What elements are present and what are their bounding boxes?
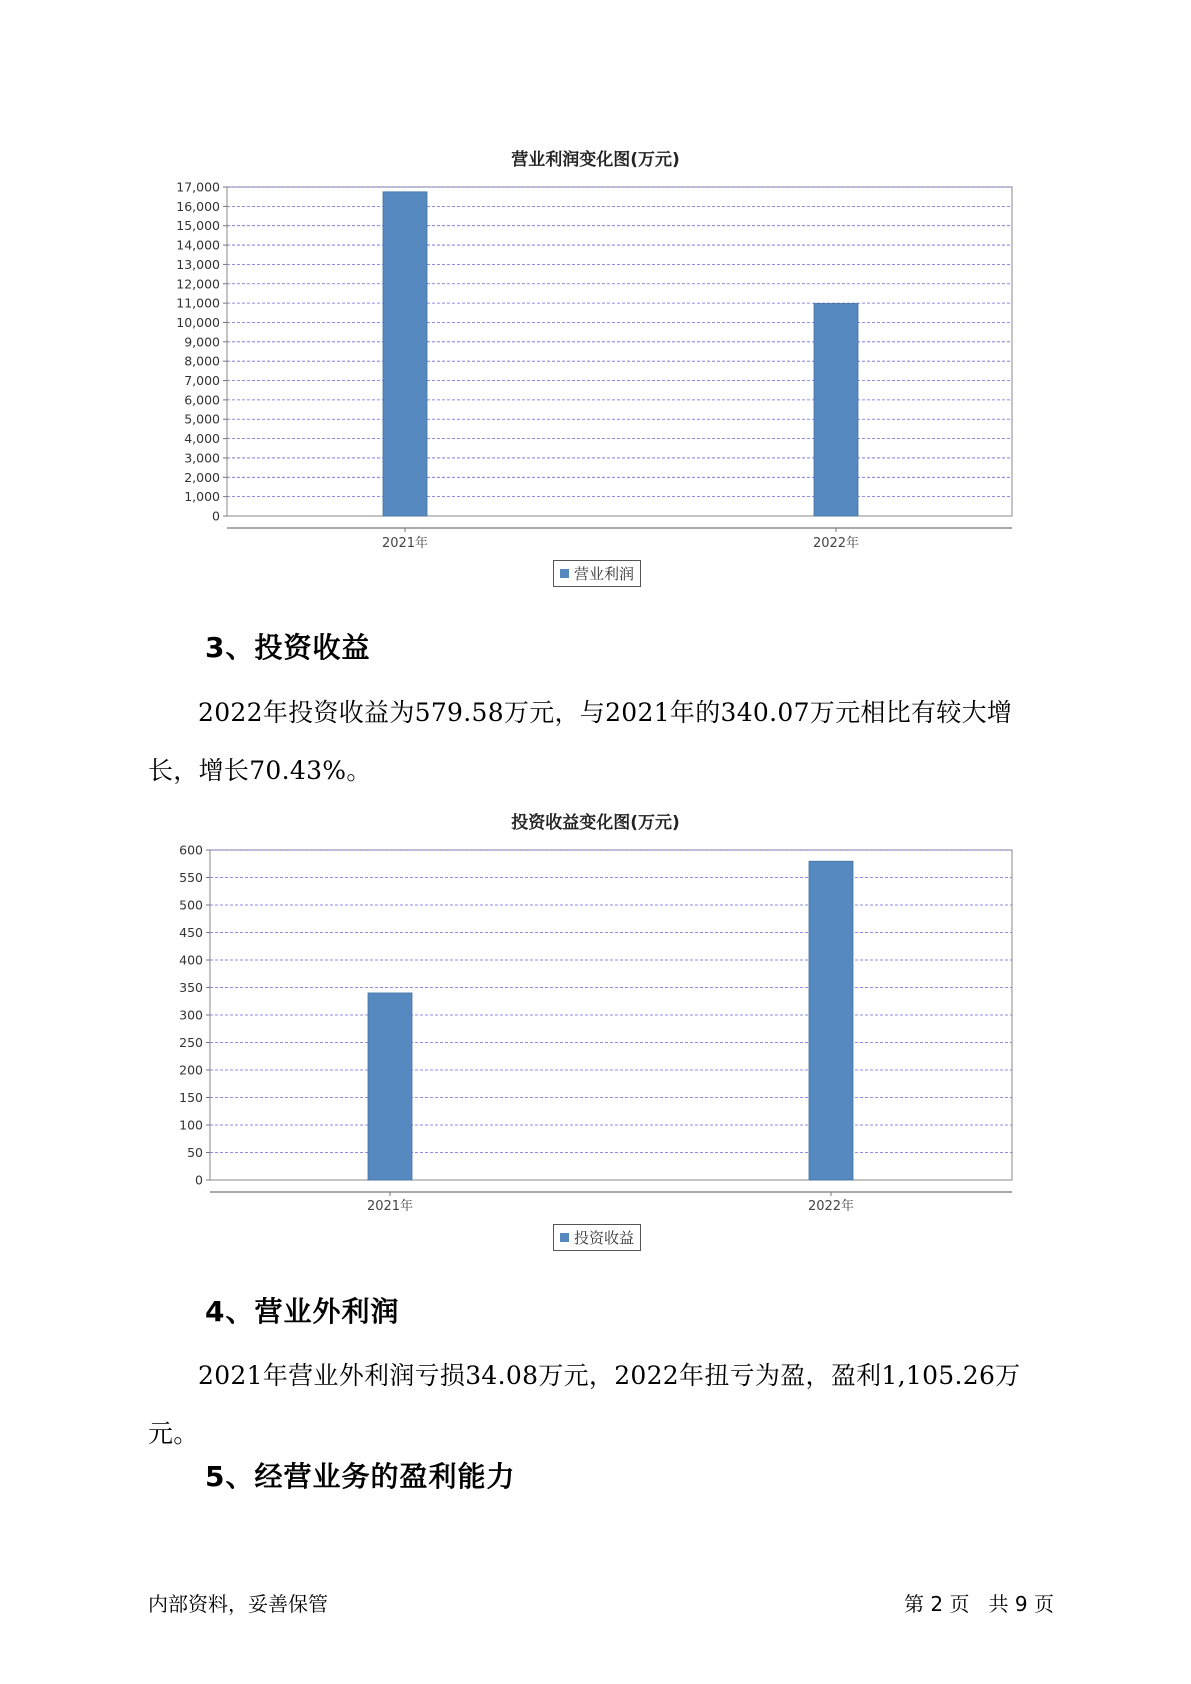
y-tick-label: 8,000 <box>184 353 220 369</box>
y-tick-label: 17,000 <box>176 179 220 195</box>
y-tick-label: 7,000 <box>184 373 220 389</box>
y-tick-label: 350 <box>179 980 203 995</box>
y-tick-label: 600 <box>179 842 203 858</box>
y-tick-label: 200 <box>179 1062 203 1078</box>
bar <box>809 861 853 1180</box>
footer-confidential: 内部资料，妥善保管 <box>148 1592 328 1616</box>
y-tick-label: 50 <box>187 1145 203 1160</box>
y-tick-label: 15,000 <box>176 218 220 234</box>
section3-paragraph: 2022年投资收益为579.58万元，与2021年的340.07万元相比有较大增长，增长70.43%。 <box>148 698 1013 785</box>
x-tick-label: 2021年 <box>366 1199 414 1214</box>
section4-heading: 4、营业外利润 <box>205 1295 400 1328</box>
y-tick-label: 400 <box>179 952 203 968</box>
x-tick-label: 2022年 <box>807 1199 855 1214</box>
y-tick-label: 300 <box>179 1007 203 1023</box>
x-tick-label: 2021年 <box>381 536 429 551</box>
y-tick-label: 9,000 <box>184 334 220 350</box>
y-tick-label: 3,000 <box>184 450 220 466</box>
chart2-legend-label: 投资收益 <box>574 1229 635 1247</box>
section3-heading: 3、投资收益 <box>205 631 371 664</box>
chart2-title: 投资收益变化图(万元) <box>511 813 680 833</box>
section5-heading: 5、经营业务的盈利能力 <box>205 1460 516 1493</box>
legend-swatch <box>560 1233 569 1242</box>
y-tick-label: 16,000 <box>176 198 220 214</box>
y-tick-label: 500 <box>179 897 203 913</box>
chart1-title: 营业利润变化图(万元) <box>511 150 680 170</box>
y-tick-label: 13,000 <box>176 256 220 272</box>
y-tick-label: 250 <box>179 1035 203 1050</box>
y-tick-label: 4,000 <box>184 431 220 447</box>
y-tick-label: 5,000 <box>184 411 220 427</box>
y-tick-label: 14,000 <box>176 237 220 253</box>
y-tick-label: 0 <box>212 508 220 524</box>
y-tick-label: 11,000 <box>176 295 220 311</box>
y-tick-label: 6,000 <box>184 392 220 408</box>
chart1-legend-label: 营业利润 <box>574 565 635 583</box>
footer-page-number: 第 2 页 共 9 页 <box>904 1592 1054 1616</box>
y-tick-label: 100 <box>179 1117 203 1133</box>
y-tick-label: 0 <box>195 1172 203 1188</box>
section4-paragraph: 2021年营业外利润亏损34.08万元，2022年扭亏为盈，盈利1,105.26万元。 <box>148 1361 1021 1448</box>
y-tick-label: 1,000 <box>184 489 220 505</box>
y-tick-label: 2,000 <box>184 469 220 485</box>
x-tick-label: 2022年 <box>812 536 860 551</box>
y-tick-label: 10,000 <box>176 314 220 330</box>
y-tick-label: 150 <box>179 1090 203 1105</box>
chart2-legend <box>553 1224 641 1251</box>
y-tick-label: 12,000 <box>176 276 220 292</box>
bar <box>368 993 412 1180</box>
y-tick-label: 450 <box>179 925 203 940</box>
y-tick-label: 550 <box>179 870 203 885</box>
